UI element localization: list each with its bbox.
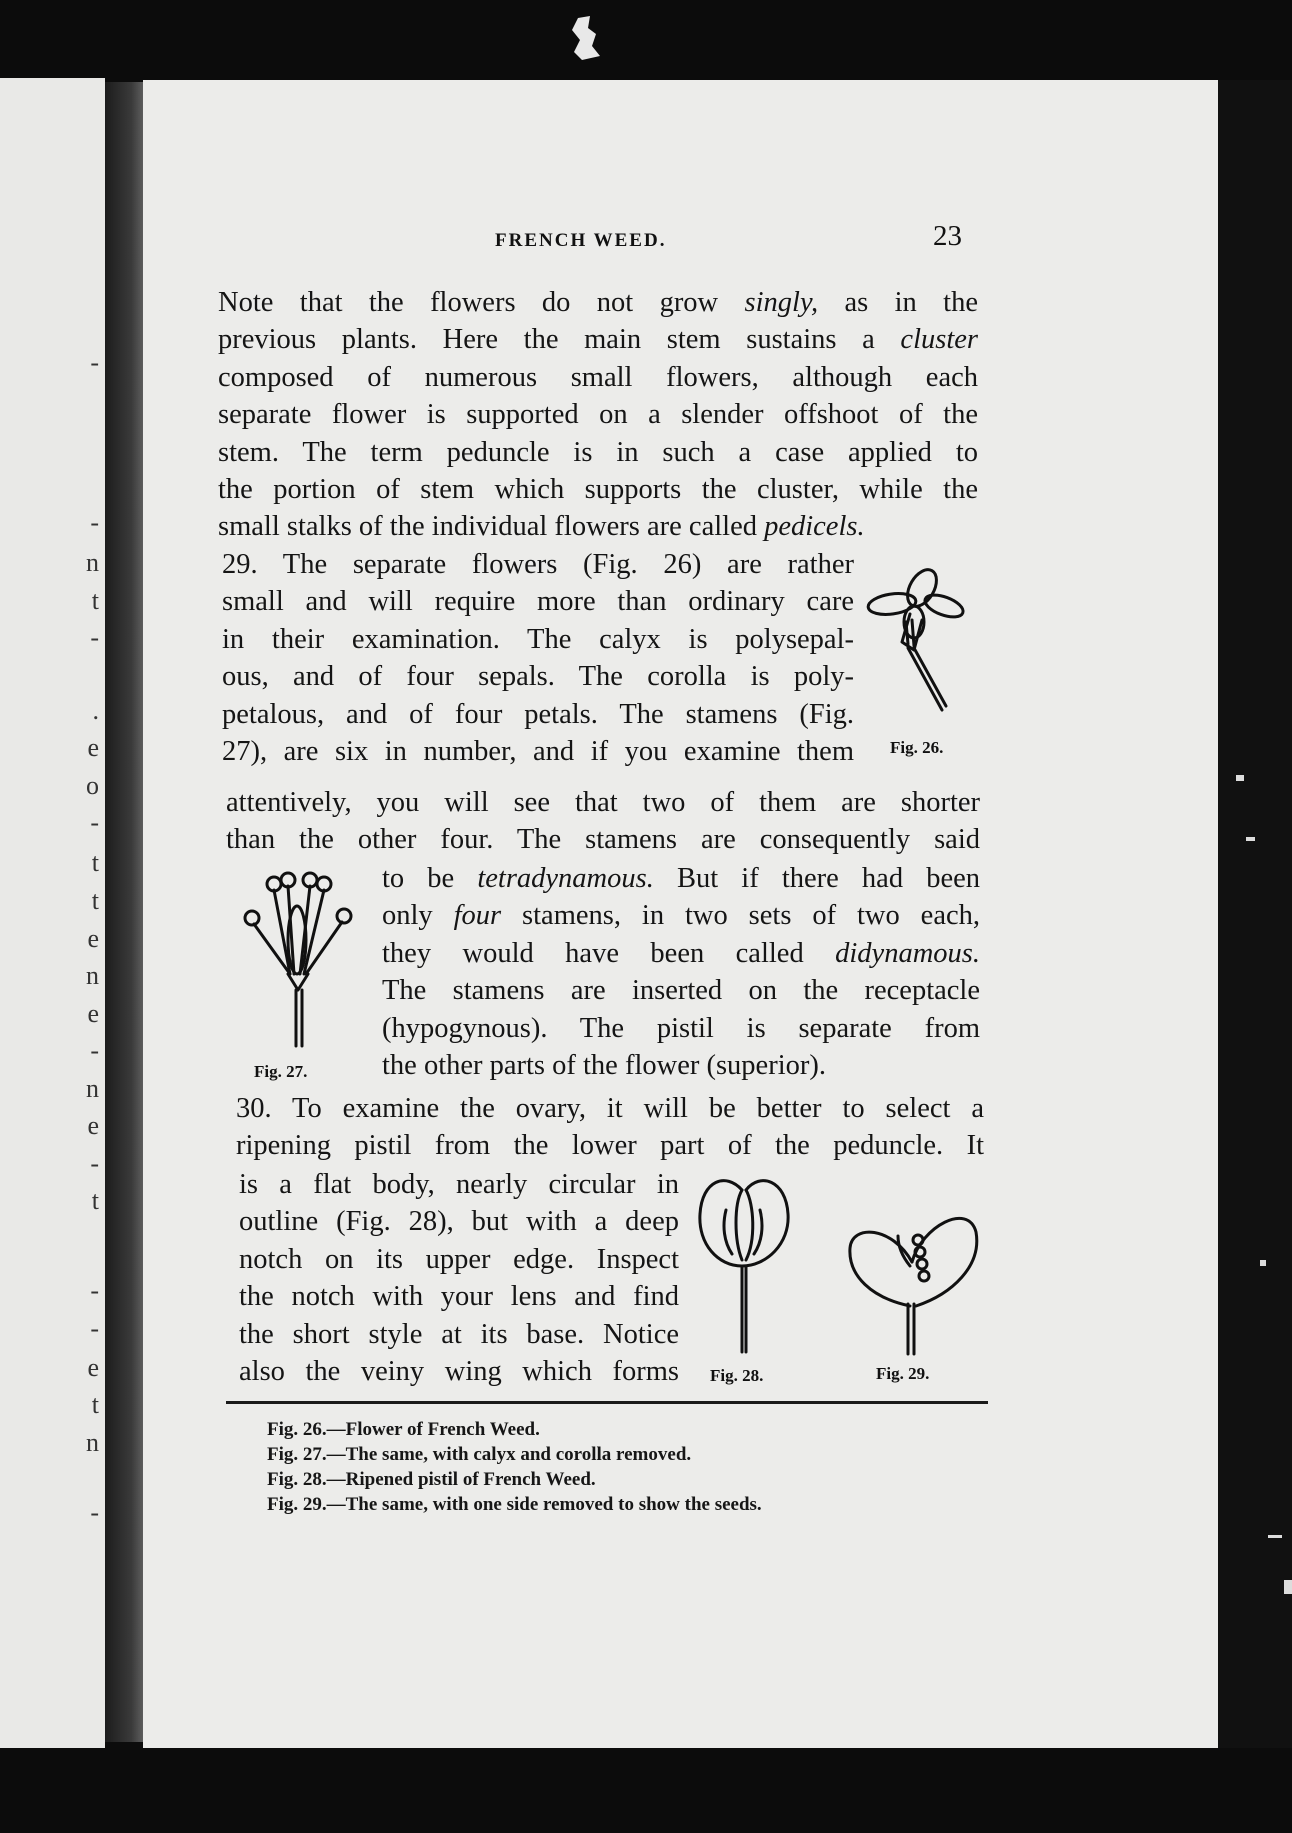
fig-27-label: Fig. 27. [254, 1062, 308, 1081]
paragraph-intro [218, 284, 978, 546]
text-line: composed of numerous small flowers, although each [218, 361, 978, 393]
fig-26-label: Fig. 26. [890, 738, 944, 757]
text-line: the notch with your lens and find [239, 1281, 679, 1313]
paragraph-29-second-part [226, 784, 980, 859]
text-line: also the veiny wing which forms [239, 1355, 679, 1387]
text-line: Note that the flowers do not grow singly, as in the [218, 287, 978, 318]
caption-fig-29: Fig. 29.—The same, with one side removed to show the seeds. [267, 1494, 762, 1515]
text-line: 27), are six in number, and if you examine them [222, 735, 854, 767]
text-line: the portion of stem which supports the cluster, while the [218, 473, 978, 505]
text-line: small and will require more than ordinary care [222, 586, 854, 618]
text-line: 30. To examine the ovary, it will be better to select a [236, 1093, 984, 1124]
fig-29-label: Fig. 29. [876, 1364, 930, 1383]
text-line: ous, and of four sepals. The corolla is poly- [222, 661, 854, 693]
caption-divider [226, 1401, 988, 1404]
fig-28-label: Fig. 28. [710, 1366, 764, 1385]
paragraph-29-third-part [382, 860, 980, 1084]
scan-mark-icon [560, 12, 612, 64]
caption-fig-26: Fig. 26.—Flower of French Weed. [267, 1419, 540, 1440]
text-line: attentively, you will see that two of them are shorter [226, 787, 980, 818]
text-line: previous plants. Here the main stem sustains a cluster [218, 324, 978, 356]
text-line: petalous, and of four petals. The stamens (Fig. [222, 698, 854, 730]
text-line: they would have been called didynamous. [382, 937, 980, 969]
text-line: outline (Fig. 28), but with a deep [239, 1206, 679, 1238]
text-line: notch on its upper edge. Inspect [239, 1243, 679, 1275]
text-line: ripening pistil from the lower part of the peduncle. It [236, 1130, 984, 1162]
text-line: stem. The term peduncle is in such a case applied to [218, 436, 978, 468]
paragraph-30-first-part [236, 1090, 984, 1165]
text-line: only four stamens, in two sets of two each, [382, 900, 980, 932]
caption-fig-28: Fig. 28.—Ripened pistil of French Weed. [267, 1469, 596, 1490]
text-line: the short style at its base. Notice [239, 1318, 679, 1350]
fig-27-stamens-illustration [240, 870, 360, 1050]
page-number: 23 [933, 220, 962, 252]
caption-fig-27: Fig. 27.—The same, with calyx and corolla removed. [267, 1444, 692, 1465]
fig-28-pistil-illustration [696, 1170, 796, 1354]
paragraph-30-second-part [239, 1166, 679, 1390]
text-line: to be tetradynamous. But if there had been [382, 863, 980, 894]
running-header [220, 220, 990, 264]
paragraph-29-first-part [222, 546, 854, 770]
text-line: small stalks of the individual flowers are called pedicels. [218, 511, 865, 543]
figure-captions [267, 1417, 762, 1517]
text-line: than the other four. The stamens are consequently said [226, 824, 980, 856]
facing-page-edge: - - n t - . e o - t t e n e - n e - t - - e t n - [0, 78, 105, 1748]
text-line: separate flower is supported on a slender offshoot of the [218, 399, 978, 431]
text-line: The stamens are inserted on the receptacle [382, 975, 980, 1007]
scan-border [1218, 80, 1292, 1748]
text-line: the other parts of the flower (superior). [382, 1049, 826, 1081]
text-line: is a flat body, nearly circular in [239, 1169, 679, 1200]
fig-26-flower-illustration [862, 560, 972, 720]
fig-29-seeds-illustration [842, 1196, 982, 1356]
text-line: in their examination. The calyx is polysepal- [222, 623, 854, 655]
text-line: (hypogynous). The pistil is separate from [382, 1012, 980, 1044]
running-title: FRENCH WEED. [495, 230, 667, 251]
text-line: 29. The separate flowers (Fig. 26) are rather [222, 549, 854, 580]
